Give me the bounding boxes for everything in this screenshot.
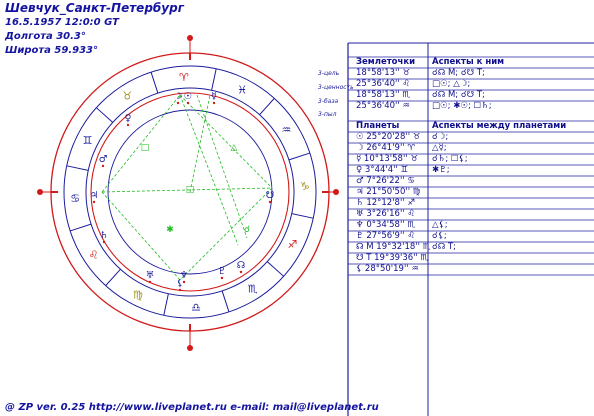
chart-owner-name: Шевчук_Санкт-Петербург bbox=[5, 1, 184, 15]
earth-point-row bbox=[348, 90, 594, 101]
table-cell-aspects: ☌♄; ☐⚸; bbox=[432, 154, 468, 164]
planet-dot bbox=[269, 201, 271, 203]
planet-row bbox=[348, 264, 594, 275]
earth-point-row bbox=[348, 68, 594, 79]
earth-point-row bbox=[348, 79, 594, 90]
aspect-line bbox=[99, 192, 180, 280]
planets-header-row bbox=[348, 121, 594, 132]
aspect-symbol: □ bbox=[140, 143, 150, 153]
point-label-goal: 3-цель bbox=[318, 70, 340, 77]
planet-row bbox=[348, 165, 594, 176]
column-header: Аспекты к ним bbox=[432, 57, 505, 67]
table-cell-aspects: ☌⚸; bbox=[432, 231, 447, 241]
table-cell-aspects: ✱♇; bbox=[432, 165, 450, 175]
aspect-symbol: ☌ bbox=[243, 225, 251, 235]
zodiac-sign-5: ♌ bbox=[88, 248, 99, 262]
planet-row bbox=[348, 143, 594, 154]
zodiac-divider bbox=[267, 262, 283, 277]
table-cell-position: ☋ T 19°39'36'' ♏ bbox=[356, 253, 429, 263]
table-cell-aspects: ☌☊ T; bbox=[432, 242, 457, 252]
planet-glyph: ☊ bbox=[236, 260, 246, 271]
table-cell-aspects: ☌☽; bbox=[432, 132, 449, 142]
planet-dot bbox=[213, 102, 215, 104]
table-cell-position: ☽ 26°41'9'' ♈ bbox=[356, 143, 415, 153]
column-header: Аспекты между планетами bbox=[432, 121, 567, 131]
planet-row bbox=[348, 220, 594, 231]
planet-glyph: ☿ bbox=[211, 91, 217, 102]
earth-points-header-row bbox=[348, 57, 594, 68]
table-cell-position: ♂ 7°26'22'' ♋ bbox=[356, 176, 415, 186]
zodiac-sign-4: ♋ bbox=[70, 192, 81, 206]
planet-dot bbox=[149, 281, 151, 283]
zodiac-divider bbox=[96, 108, 112, 123]
table-cell-position: ♄ 12°12'8'' ♐ bbox=[356, 198, 415, 208]
planet-dot bbox=[179, 289, 181, 291]
table-cell-position: ♇ 27°56'9'' ♌ bbox=[356, 231, 415, 241]
zodiac-divider bbox=[212, 69, 217, 91]
planet-dot bbox=[103, 241, 105, 243]
zodiac-sign-12: ♓ bbox=[237, 83, 248, 97]
zodiac-divider bbox=[67, 166, 89, 171]
planet-row bbox=[348, 154, 594, 165]
zodiac-sign-1: ♈ bbox=[179, 71, 189, 85]
aspect-symbol: □ bbox=[185, 185, 195, 195]
table-cell-position: ♅ 3°26'16'' ♌ bbox=[356, 209, 415, 219]
axis-marker bbox=[187, 35, 193, 41]
planet-glyph: ♆ bbox=[179, 270, 189, 281]
planet-glyph: ♀ bbox=[124, 113, 132, 124]
footer-credits: @ ZP ver. 0.25 http://www.liveplanet.ru e-mail: mail@liveplanet.ru bbox=[5, 402, 379, 413]
table-cell-position: ☉ 25°20'28'' ♉ bbox=[356, 132, 421, 142]
table-cell-aspects: △⚸; bbox=[432, 220, 448, 230]
point-label-base: 3-база bbox=[318, 98, 339, 105]
planet-row bbox=[348, 176, 594, 187]
zodiac-divider bbox=[164, 294, 169, 316]
planet-glyph: ♅ bbox=[145, 270, 155, 281]
aspect-line bbox=[180, 95, 272, 188]
planet-glyph: ☉ bbox=[183, 91, 193, 102]
zodiac-divider bbox=[151, 72, 158, 93]
planet-row bbox=[348, 253, 594, 264]
table-cell-position: ♆ 0°34'58'' ♏ bbox=[356, 220, 415, 230]
table-cell-position: 25°36'40'' ♒ bbox=[356, 101, 411, 111]
planet-glyph: ☽ bbox=[173, 91, 183, 102]
table-cell-aspects: ☌☊ M; ☌☋ T; bbox=[432, 68, 485, 78]
planet-dot bbox=[177, 102, 179, 104]
zodiac-divider bbox=[289, 153, 310, 160]
table-cell-aspects: ☌☊ M; ☌☋ T; bbox=[432, 90, 485, 100]
zodiac-divider bbox=[292, 214, 314, 219]
planet-row bbox=[348, 132, 594, 143]
planet-row bbox=[348, 187, 594, 198]
zodiac-sign-11: ♒ bbox=[281, 123, 292, 137]
table-cell-aspects: □☉; ✱☉; ☐♄; bbox=[432, 101, 492, 111]
aspect-line bbox=[180, 95, 238, 245]
column-header: Землеточки bbox=[356, 57, 416, 67]
zodiac-sign-8: ♏ bbox=[247, 282, 258, 296]
point-label-fire: 3-пыл bbox=[318, 111, 337, 118]
planet-row bbox=[348, 198, 594, 209]
planet-dot bbox=[187, 102, 189, 104]
planet-dot bbox=[221, 277, 223, 279]
planet-dot bbox=[102, 165, 104, 167]
table-cell-position: 25°36'40'' ♌ bbox=[356, 79, 411, 89]
birth-datetime: 16.5.1957 12:0:0 GT bbox=[5, 17, 119, 28]
axis-marker bbox=[187, 345, 193, 351]
longitude-label: Долгота 30.3° bbox=[5, 31, 86, 42]
planet-row bbox=[348, 231, 594, 242]
planet-dot bbox=[240, 271, 242, 273]
planet-dot bbox=[93, 201, 95, 203]
axis-marker bbox=[333, 189, 339, 195]
point-label-value: 3-ценность bbox=[318, 84, 354, 91]
planet-dot bbox=[127, 124, 129, 126]
aspect-symbol: △ bbox=[230, 143, 238, 153]
zodiac-sign-2: ♉ bbox=[122, 89, 133, 103]
zodiac-divider bbox=[260, 98, 275, 114]
zodiac-sign-9: ♐ bbox=[287, 238, 298, 252]
zodiac-sign-7: ♎ bbox=[191, 300, 201, 314]
table-cell-position: 18°58'13'' ♏ bbox=[356, 90, 411, 100]
zodiac-divider bbox=[106, 269, 121, 285]
planet-row bbox=[348, 209, 594, 220]
planet-glyph: ♄ bbox=[99, 230, 109, 241]
zodiac-divider bbox=[222, 291, 229, 312]
zodiac-divider bbox=[70, 224, 91, 231]
column-header: Планеты bbox=[356, 121, 400, 131]
table-cell-aspects: □☉; △☽; bbox=[432, 79, 471, 89]
table-cell-position: ☿ 10°13'58'' ♉ bbox=[356, 154, 418, 164]
latitude-label: Широта 59.933° bbox=[5, 45, 99, 56]
axis-marker bbox=[37, 189, 43, 195]
table-cell-position: 18°58'13'' ♉ bbox=[356, 68, 411, 78]
planet-glyph: ♃ bbox=[89, 190, 99, 201]
planet-glyph: ☋ bbox=[265, 190, 275, 201]
table-cell-position: ☊ M 19°32'18'' ♏ bbox=[356, 242, 431, 252]
planet-row bbox=[348, 242, 594, 253]
aspect-symbol: ✱ bbox=[166, 225, 174, 235]
planet-glyph: ♇ bbox=[217, 266, 227, 277]
table-cell-position: ♃ 21°50'50'' ♍ bbox=[356, 187, 421, 197]
earth-point-row bbox=[348, 101, 594, 112]
aspect-line bbox=[190, 95, 210, 192]
planet-glyph: ♂ bbox=[98, 154, 108, 165]
zodiac-sign-10: ♑ bbox=[299, 179, 310, 193]
zodiac-sign-3: ♊ bbox=[82, 133, 93, 147]
planet-glyph: ⚸ bbox=[176, 278, 184, 289]
table-cell-position: ♀ 3°44'4'' ♊ bbox=[356, 165, 409, 175]
table-cell-aspects: △☿; bbox=[432, 143, 447, 153]
zodiac-sign-6: ♍ bbox=[132, 288, 143, 302]
table-cell-position: ⚸ 28°50'19'' ♒ bbox=[356, 264, 419, 274]
aspects-table bbox=[348, 43, 594, 416]
